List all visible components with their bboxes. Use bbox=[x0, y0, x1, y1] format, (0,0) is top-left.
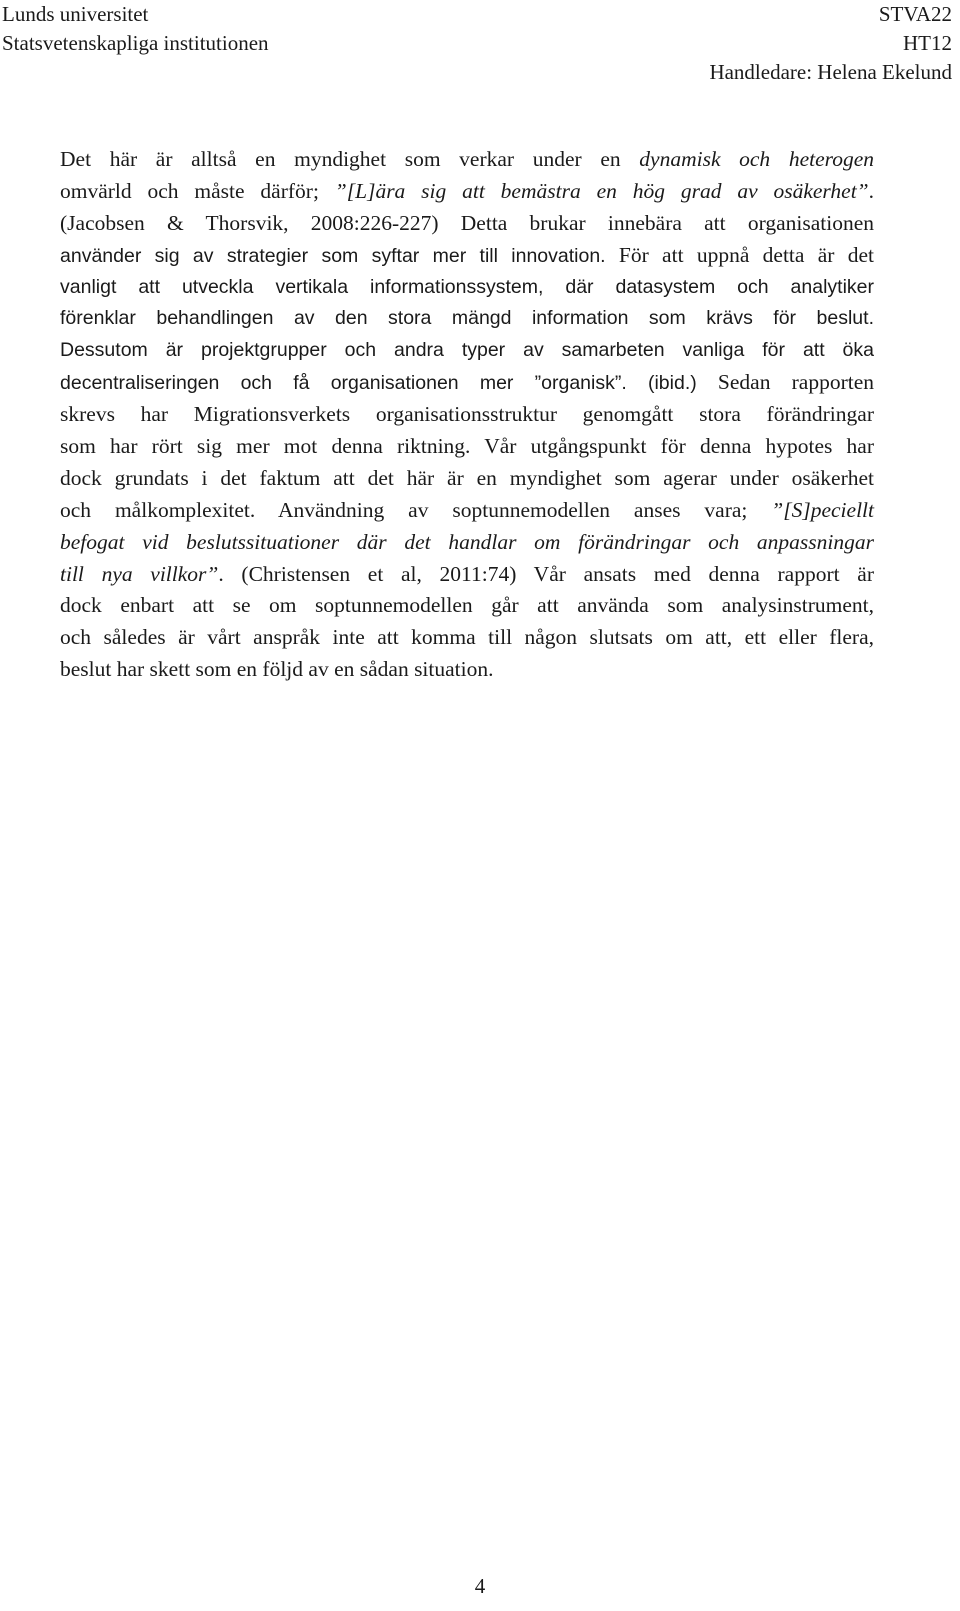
supervisor: Handledare: Helena Ekelund bbox=[709, 60, 952, 84]
text-line bbox=[60, 367, 874, 399]
header-left bbox=[2, 0, 269, 58]
university-name: Lunds universitet bbox=[2, 2, 149, 26]
text-line bbox=[60, 463, 874, 495]
header-right bbox=[709, 0, 952, 87]
quoted-text: ”[L]ära sig att bemästra en hög grad av osäkerhet” bbox=[334, 178, 869, 203]
text-segment: decentraliseringen och få organisationen mer ”organisk”. (ibid.) bbox=[60, 372, 697, 395]
text-segment: (Jacobsen & Thorsvik, 2008:226-227) Detta brukar innebära att organisationen bbox=[60, 210, 874, 235]
text-line bbox=[60, 527, 874, 559]
text-segment: som har rört sig mer mot denna riktning. Vår utgångspunkt för denna hypotes har bbox=[60, 434, 874, 459]
text-segment: vanligt att utveckla vertikala informationssystem, där datasystem och analytiker bbox=[60, 275, 874, 298]
quoted-text: dynamisk och heterogen bbox=[639, 147, 874, 171]
text-segment: . (Christensen et al, 2011:74) Vår ansats med denna rapport är bbox=[218, 561, 874, 586]
quoted-text: ”[S]peciellt bbox=[771, 497, 874, 522]
term: HT12 bbox=[903, 31, 952, 55]
text-segment: omvärld och måste därför; bbox=[60, 178, 335, 203]
text-segment: och målkomplexitet. Användning av soptunnemodellen anses vara; bbox=[60, 497, 772, 522]
text-line bbox=[60, 559, 874, 591]
text-line bbox=[60, 399, 874, 431]
text-line bbox=[60, 272, 874, 304]
text-segment: . bbox=[868, 178, 875, 203]
text-line bbox=[60, 240, 874, 272]
text-segment: Dessutom är projektgrupper och andra typer av samarbeten vanliga för att öka bbox=[60, 339, 874, 362]
text-segment: och således är vårt anspråk inte att komma till någon slutsats om att, ett eller flera, bbox=[60, 625, 874, 650]
course-code: STVA22 bbox=[878, 2, 952, 26]
body-paragraph bbox=[60, 144, 874, 686]
text-line bbox=[60, 335, 874, 367]
text-segment: beslut har skett som en följd av en sådan situation. bbox=[60, 657, 494, 682]
text-line bbox=[60, 208, 874, 240]
quoted-text: till nya villkor” bbox=[60, 561, 219, 586]
page-number: 4 bbox=[474, 1574, 486, 1598]
text-segment: För att uppnå detta är det bbox=[605, 242, 874, 267]
quoted-text: befogat vid beslutssituationer där det handlar om förändringar och anpassningar bbox=[60, 529, 874, 554]
text-line bbox=[60, 590, 874, 622]
text-segment: Det här är alltså en myndighet som verkar under en bbox=[60, 147, 640, 171]
text-line bbox=[60, 654, 874, 686]
text-segment: dock enbart att se om soptunnemodellen går att använda som analysinstrument, bbox=[60, 593, 874, 618]
text-segment: använder sig av strategier som syftar mer till innovation. bbox=[60, 244, 606, 267]
text-segment: Sedan rapporten bbox=[696, 370, 874, 395]
text-line bbox=[60, 176, 874, 208]
text-segment: skrevs har Migrationsverkets organisationsstruktur genomgått stora förändringar bbox=[60, 402, 874, 427]
text-line bbox=[60, 431, 874, 463]
text-segment: dock grundats i det faktum att det här är en myndighet som agerar under osäkerhet bbox=[60, 465, 874, 490]
text-line bbox=[60, 303, 874, 335]
text-line bbox=[60, 495, 874, 527]
department-name: Statsvetenskapliga institutionen bbox=[2, 31, 269, 55]
text-segment: förenklar behandlingen av den stora mängd information som krävs för beslut. bbox=[60, 307, 874, 330]
text-line bbox=[60, 622, 874, 654]
text-line bbox=[60, 144, 874, 176]
